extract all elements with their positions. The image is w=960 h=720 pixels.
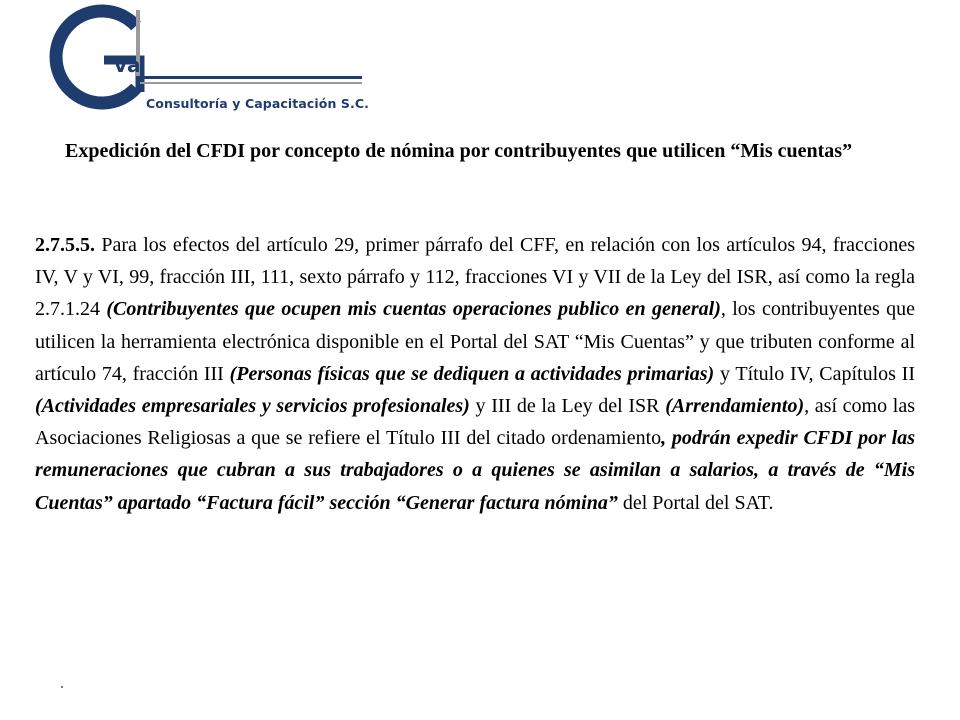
company-logo [28, 4, 368, 114]
logo-initials: va [114, 53, 141, 77]
rule-emphasis-3: (Actividades empresariales y servicios profesionales) [35, 395, 470, 418]
rule-emphasis-4: (Arrendamiento) [665, 395, 805, 418]
rule-text-1: Para los efectos del artículo 29, primer párrafo del CFF, en relación con los artículos 94, fracciones IV, V y VI, 99, fracción III, 111, sexto párrafo y 112, fracciones VI y VII de la Ley del ISR, así como la regla 2.7.1.24 [35, 234, 915, 321]
rule-emphasis-2: (Personas físicas que se dediquen a actividades primarias) [229, 362, 715, 385]
rule-text-5: , así como las Asociaciones Religiosas a que se refiere el Título III del citado ordenamiento [35, 395, 915, 450]
rule-emphasis-1: (Contribuyentes que ocupen mis cuentas operaciones publico en general) [106, 298, 721, 321]
logo-line-top [140, 76, 362, 79]
rule-text-6: del Portal del SAT. [617, 491, 774, 514]
document-title: Expedición del CFDI por concepto de nómina por contribuyentes que utilicen “Mis cuentas” [65, 140, 853, 162]
rule-paragraph [35, 229, 915, 519]
rule-text-3: y Título IV, Capítulos II [714, 362, 915, 385]
logo-line-bottom [140, 82, 362, 84]
rule-emphasis-5: , podrán expedir CFDI por las remuneraciones que cubran a sus trabajadores o a quienes se asimilan a salarios, a través de “Mis Cuentas” apartado “Factura fácil” sección “Generar factura nómina” [35, 427, 916, 514]
rule-text-2: , los contribuyentes que utilicen la herramienta electrónica disponible en el Portal del SAT “Mis Cuentas” y que tributen conforme al artículo 74, fracción III [35, 298, 915, 385]
logo-tagline: Consultoría y Capacitación S.C. [146, 96, 369, 111]
footer-dot [61, 686, 63, 688]
rule-text-4: y III de la Ley del ISR [469, 395, 666, 418]
rule-number: 2.7.5.5. [35, 234, 95, 256]
